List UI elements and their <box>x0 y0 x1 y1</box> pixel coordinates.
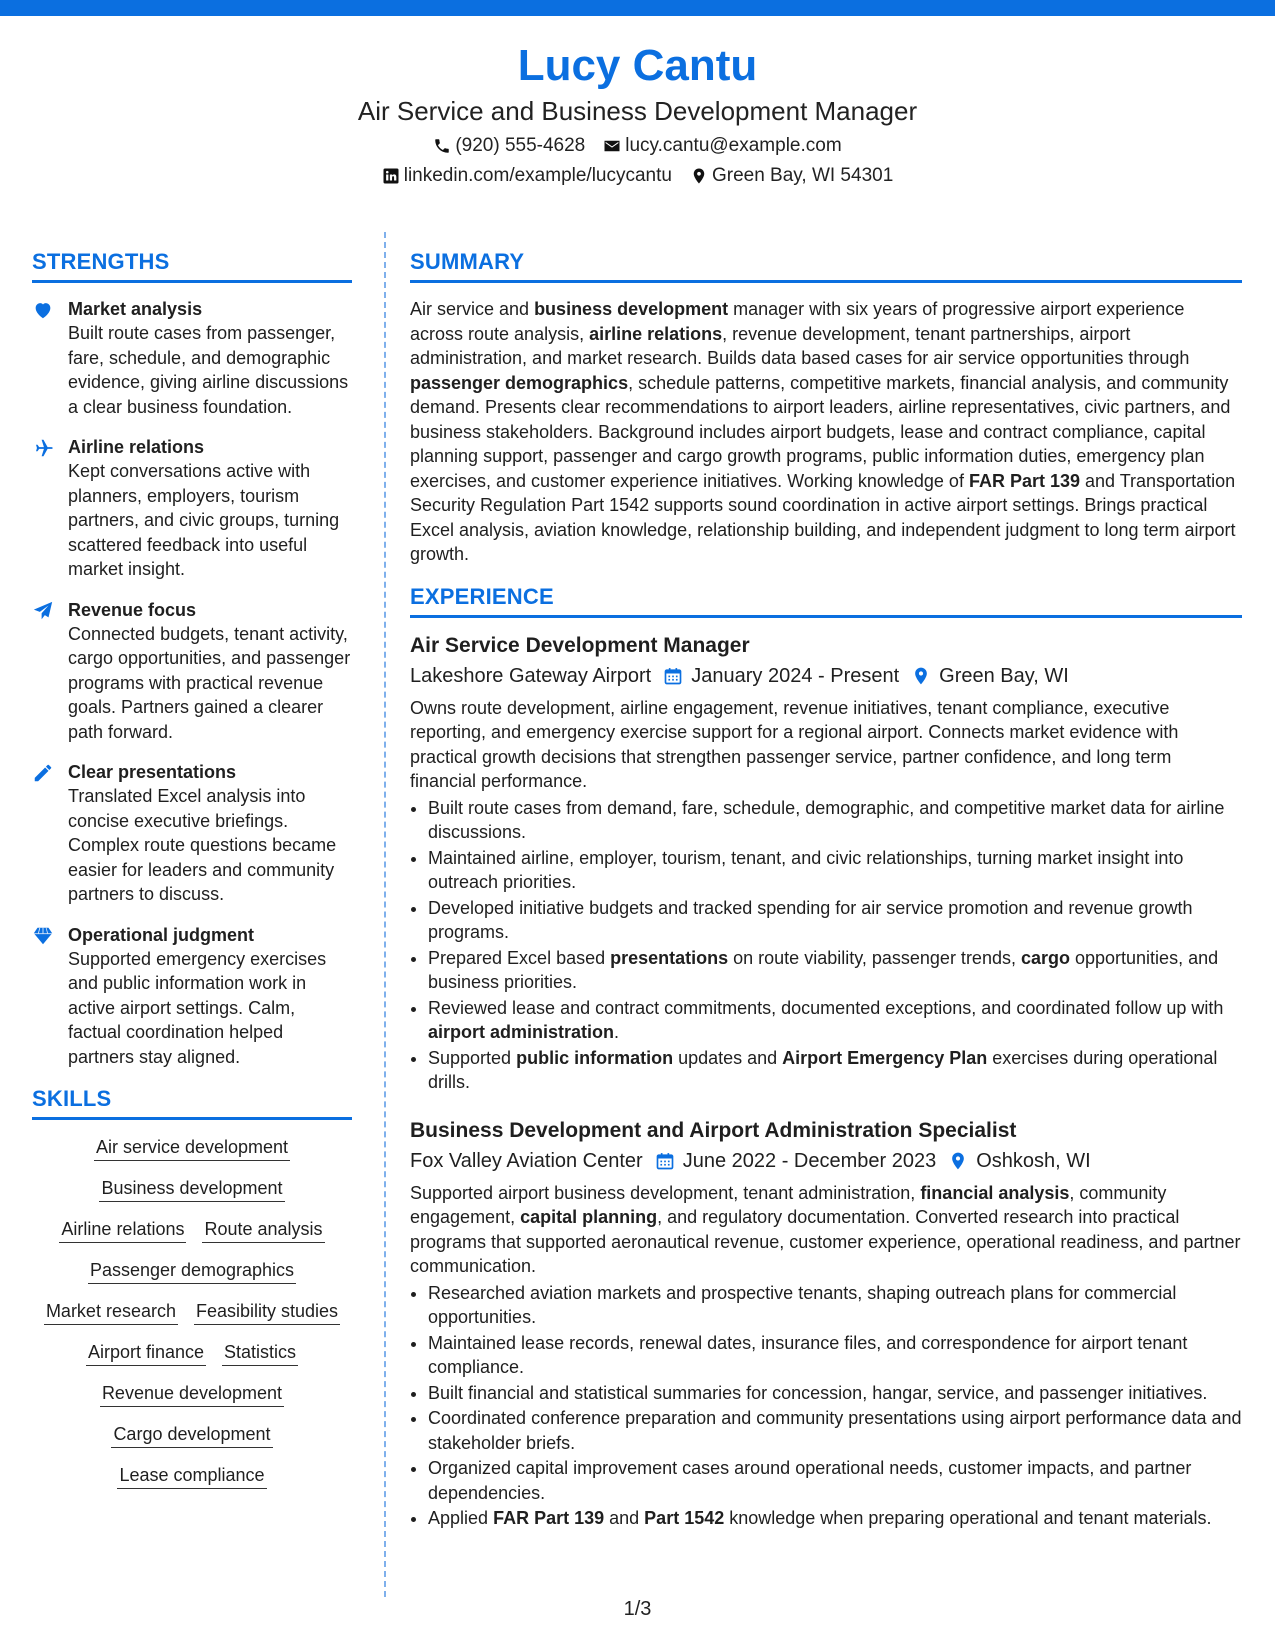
bullet-text-2: . <box>614 1022 620 1042</box>
bullet-text-0: Maintained lease records, renewal dates, insurance files, and correspondence for airport tenant compliance. <box>428 1332 1188 1377</box>
summary-text-2: manager with six years of progressive airport experience across route analysis, <box>410 299 1185 344</box>
strength-item <box>32 923 352 1070</box>
strength-title: Operational judgment <box>68 924 255 945</box>
phone-item <box>433 134 585 158</box>
strength-text: Kept conversations active with planners, employers, tourism partners, and civic groups, turning scattered feedback into useful market insight. <box>68 461 340 579</box>
skill-row <box>32 1216 352 1243</box>
resume-header <box>0 40 1275 188</box>
bullet-item <box>428 1406 1242 1455</box>
plane-icon <box>32 435 68 582</box>
phone-icon <box>433 137 451 155</box>
dates-text: January 2024 - Present <box>691 664 900 687</box>
job-desc-text-0: Owns route development, airline engagement, revenue initiatives, tenant compliance, executive reporting, and emergency exercise support for a regional airport. Connects market evidence with practical growth decisions that strengthen passenger service, partner confidence, and long term financial performance. <box>410 697 1179 791</box>
bullet-item <box>428 946 1242 995</box>
bullet-item <box>428 996 1242 1045</box>
job-dates <box>655 1147 937 1175</box>
bullet-text-0: Developed initiative budgets and tracked spending for air service promotion and revenue growth programs. <box>428 897 1193 942</box>
strengths-list <box>32 297 352 1069</box>
linkedin-item[interactable] <box>382 164 672 188</box>
heart-icon <box>32 297 68 419</box>
skill-row <box>32 1421 352 1448</box>
map-pin-icon <box>690 167 708 185</box>
bullet-text-0: Organized capital improvement cases around operational needs, customer impacts, and partner dependencies. <box>428 1458 1192 1503</box>
summary-text-4: , revenue development, tenant partnerships, airport administration, and market research. Builds data based cases for air service opportunities through <box>410 323 1190 368</box>
candidate-title: Air Service and Business Development Manager <box>357 96 918 126</box>
job-meta <box>410 662 1242 690</box>
left-column <box>32 248 352 1503</box>
skill-tag: Business development <box>99 1175 284 1202</box>
skill-row <box>32 1462 352 1489</box>
summary-bold-7: FAR Part 139 <box>968 470 1081 491</box>
skill-tag: Air service development <box>94 1134 290 1161</box>
pencil-icon <box>32 760 68 907</box>
summary-bold-3: airline relations <box>589 323 723 344</box>
location-text: Green Bay, WI 54301 <box>711 165 894 186</box>
skill-row <box>32 1339 352 1366</box>
column-divider <box>384 232 386 1597</box>
calendar-icon <box>663 666 683 686</box>
skill-tag: Lease compliance <box>117 1462 266 1489</box>
job-company <box>410 662 651 690</box>
job-company <box>410 1147 643 1175</box>
email-text[interactable]: lucy.cantu@example.com <box>625 135 842 156</box>
bullet-text-0: Applied <box>428 1508 494 1528</box>
paper-plane-icon <box>32 598 68 745</box>
job-dates <box>663 662 899 690</box>
bullet-text-4: knowledge when preparing operational and tenant materials. <box>724 1508 1212 1528</box>
map-pin-icon <box>948 1151 968 1171</box>
strength-body <box>68 435 352 582</box>
strength-item <box>32 435 352 582</box>
bullet-text-2: on route viability, passenger trends, <box>728 947 1021 968</box>
skill-tag: Feasibility studies <box>194 1298 340 1325</box>
summary-text-6: , schedule patterns, competitive markets, financial analysis, and community demand. Presents clear recommendations to airport leaders, airline representatives, civic partners, and business stakeholders. Background includes airport budgets, lease and contract compliance, capital planning support, passenger and cargo growth programs, public information duties, emergency plan exercises, and customer experience initiatives. Working knowledge of <box>410 372 1231 491</box>
skill-tag: Statistics <box>222 1339 298 1366</box>
strength-item <box>32 760 352 907</box>
strength-title: Revenue focus <box>68 599 197 620</box>
company-text: Lakeshore Gateway Airport <box>410 664 652 687</box>
bullet-item <box>428 896 1242 945</box>
strength-text: Built route cases from passenger, fare, schedule, and demographic evidence, giving airline discussions a clear business foundation. <box>68 323 349 417</box>
skill-tag: Market research <box>44 1298 178 1325</box>
bullet-text-0: Reviewed lease and contract commitments, documented exceptions, and coordinated follow up with <box>428 997 1224 1018</box>
job-desc-text-0: Supported airport business development, tenant administration, <box>410 1182 921 1203</box>
strength-body <box>68 760 352 907</box>
dates-text: June 2022 - December 2023 <box>682 1149 937 1172</box>
summary-text-0: Air service and <box>410 299 535 319</box>
bullet-text-2: and <box>604 1508 645 1528</box>
email-item[interactable] <box>603 134 841 158</box>
job-bullets <box>410 796 1242 1095</box>
strength-text: Translated Excel analysis into concise executive briefings. Complex route questions became easier for leaders and community partners to discuss. <box>68 786 337 904</box>
map-pin-icon <box>911 666 931 686</box>
bullet-item <box>428 1506 1242 1531</box>
bullet-bold-1: FAR Part 139 <box>493 1508 605 1528</box>
job-meta <box>410 1147 1242 1175</box>
location-text: Green Bay, WI <box>939 664 1069 687</box>
bullet-text-4: opportunities, and business priorities. <box>428 947 1219 992</box>
job-location <box>911 662 1069 690</box>
job-desc-text-2: , community engagement, <box>410 1182 1167 1227</box>
bullet-text-4: exercises during operational drills. <box>428 1047 1218 1092</box>
strength-text: Connected budgets, tenant activity, cargo opportunities, and passenger programs with practical revenue goals. Partners gained a clearer path forward. <box>68 623 351 742</box>
bullet-text-0: Coordinated conference preparation and community presentations using airport performance data and stakeholder briefs. <box>428 1408 1242 1453</box>
job-title: Air Service Development Manager <box>410 633 750 657</box>
bullet-text-2: updates and <box>673 1047 783 1068</box>
bullet-text-0: Researched aviation markets and prospective tenants, shaping outreach plans for commercial opportunities. <box>428 1282 1177 1327</box>
job-desc-bold-3: capital planning <box>520 1207 658 1227</box>
summary-bold-5: passenger demographics <box>410 372 629 393</box>
contact-row-2 <box>0 164 1275 188</box>
location-item <box>690 164 893 188</box>
job-desc-bold-1: financial analysis <box>920 1182 1070 1203</box>
bullet-bold-3: Airport Emergency Plan <box>782 1047 988 1068</box>
linkedin-text[interactable]: linkedin.com/example/lucycantu <box>403 165 672 186</box>
bullet-bold-3: Part 1542 <box>644 1508 725 1528</box>
strength-title: Market analysis <box>68 299 203 319</box>
skill-tag: Cargo development <box>111 1421 272 1448</box>
job-entry <box>410 632 1242 1095</box>
skill-tag: Route analysis <box>202 1216 324 1243</box>
diamond-icon <box>32 923 68 1070</box>
bullet-item <box>428 1046 1242 1095</box>
bullet-text-0: Built route cases from demand, fare, schedule, demographic, and competitive market data for airline discussions. <box>428 797 1225 842</box>
skill-tag: Revenue development <box>100 1380 284 1407</box>
bullet-item <box>428 846 1242 895</box>
location-text: Oshkosh, WI <box>976 1149 1091 1172</box>
job-desc-text-4: , and regulatory documentation. Converted research into practical programs that supported aeronautical revenue, customer experience, operational readiness, and partner communication. <box>410 1207 1241 1276</box>
bullet-text-0: Prepared Excel based <box>428 947 611 968</box>
bullet-item <box>428 1456 1242 1505</box>
jobs-list <box>410 632 1242 1531</box>
job-description <box>410 1181 1242 1279</box>
bullet-bold-1: airport administration <box>428 1022 615 1042</box>
skill-row <box>32 1134 352 1161</box>
skill-row <box>32 1380 352 1407</box>
strength-body <box>68 923 352 1070</box>
strength-item <box>32 598 352 745</box>
strength-title: Airline relations <box>68 437 205 457</box>
bullet-text-0: Supported <box>428 1047 517 1068</box>
strength-title: Clear presentations <box>68 762 237 782</box>
linkedin-icon <box>382 167 400 185</box>
bullet-item <box>428 1281 1242 1330</box>
summary-text <box>410 297 1242 567</box>
skills-list <box>32 1134 352 1489</box>
job-location <box>948 1147 1090 1175</box>
experience-heading: EXPERIENCE <box>410 583 1242 618</box>
skill-row <box>32 1257 352 1284</box>
job-entry <box>410 1117 1242 1531</box>
strength-body <box>68 598 352 745</box>
candidate-name: Lucy Cantu <box>517 41 758 90</box>
bullet-text-0: Maintained airline, employer, tourism, tenant, and civic relationships, turning market insight into outreach priorities. <box>428 847 1184 892</box>
skill-tag: Airline relations <box>59 1216 186 1243</box>
strength-body <box>68 297 352 419</box>
bullet-bold-3: cargo <box>1020 947 1070 968</box>
phone-text: (920) 555-4628 <box>455 135 586 156</box>
right-column <box>410 248 1242 1553</box>
job-description <box>410 696 1242 794</box>
calendar-icon <box>655 1151 675 1171</box>
contact-row-1 <box>0 134 1275 158</box>
strengths-heading: STRENGTHS <box>32 248 352 283</box>
bullet-item <box>428 1381 1242 1406</box>
strength-item <box>32 297 352 419</box>
job-title: Business Development and Airport Administration Specialist <box>410 1118 1017 1142</box>
top-accent-bar <box>0 0 1275 16</box>
skills-heading: SKILLS <box>32 1085 352 1120</box>
skill-tag: Airport finance <box>86 1339 206 1366</box>
skill-row <box>32 1175 352 1202</box>
skill-row <box>32 1298 352 1325</box>
job-bullets <box>410 1281 1242 1531</box>
strength-text: Supported emergency exercises and public information work in active airport settings. Calm, factual coordination helped partners stay aligned. <box>68 948 327 1067</box>
bullet-text-0: Built financial and statistical summaries for concession, hangar, service, and passenger initiatives. <box>428 1382 1208 1403</box>
company-text: Fox Valley Aviation Center <box>410 1149 643 1172</box>
summary-text-8: and Transportation Security Regulation Part 1542 supports sound coordination in active airport settings. Brings practical Excel analysis, aviation knowledge, relationship building, and independent judgment to long term airport growth. <box>410 470 1236 564</box>
bullet-item <box>428 1331 1242 1380</box>
bullet-bold-1: public information <box>516 1047 674 1068</box>
bullet-bold-1: presentations <box>610 947 729 968</box>
skill-tag: Passenger demographics <box>88 1257 296 1284</box>
summary-bold-1: business development <box>534 299 729 319</box>
summary-heading: SUMMARY <box>410 248 1242 283</box>
envelope-icon <box>603 137 621 155</box>
page-number: 1/3 <box>623 1598 652 1620</box>
bullet-item <box>428 796 1242 845</box>
